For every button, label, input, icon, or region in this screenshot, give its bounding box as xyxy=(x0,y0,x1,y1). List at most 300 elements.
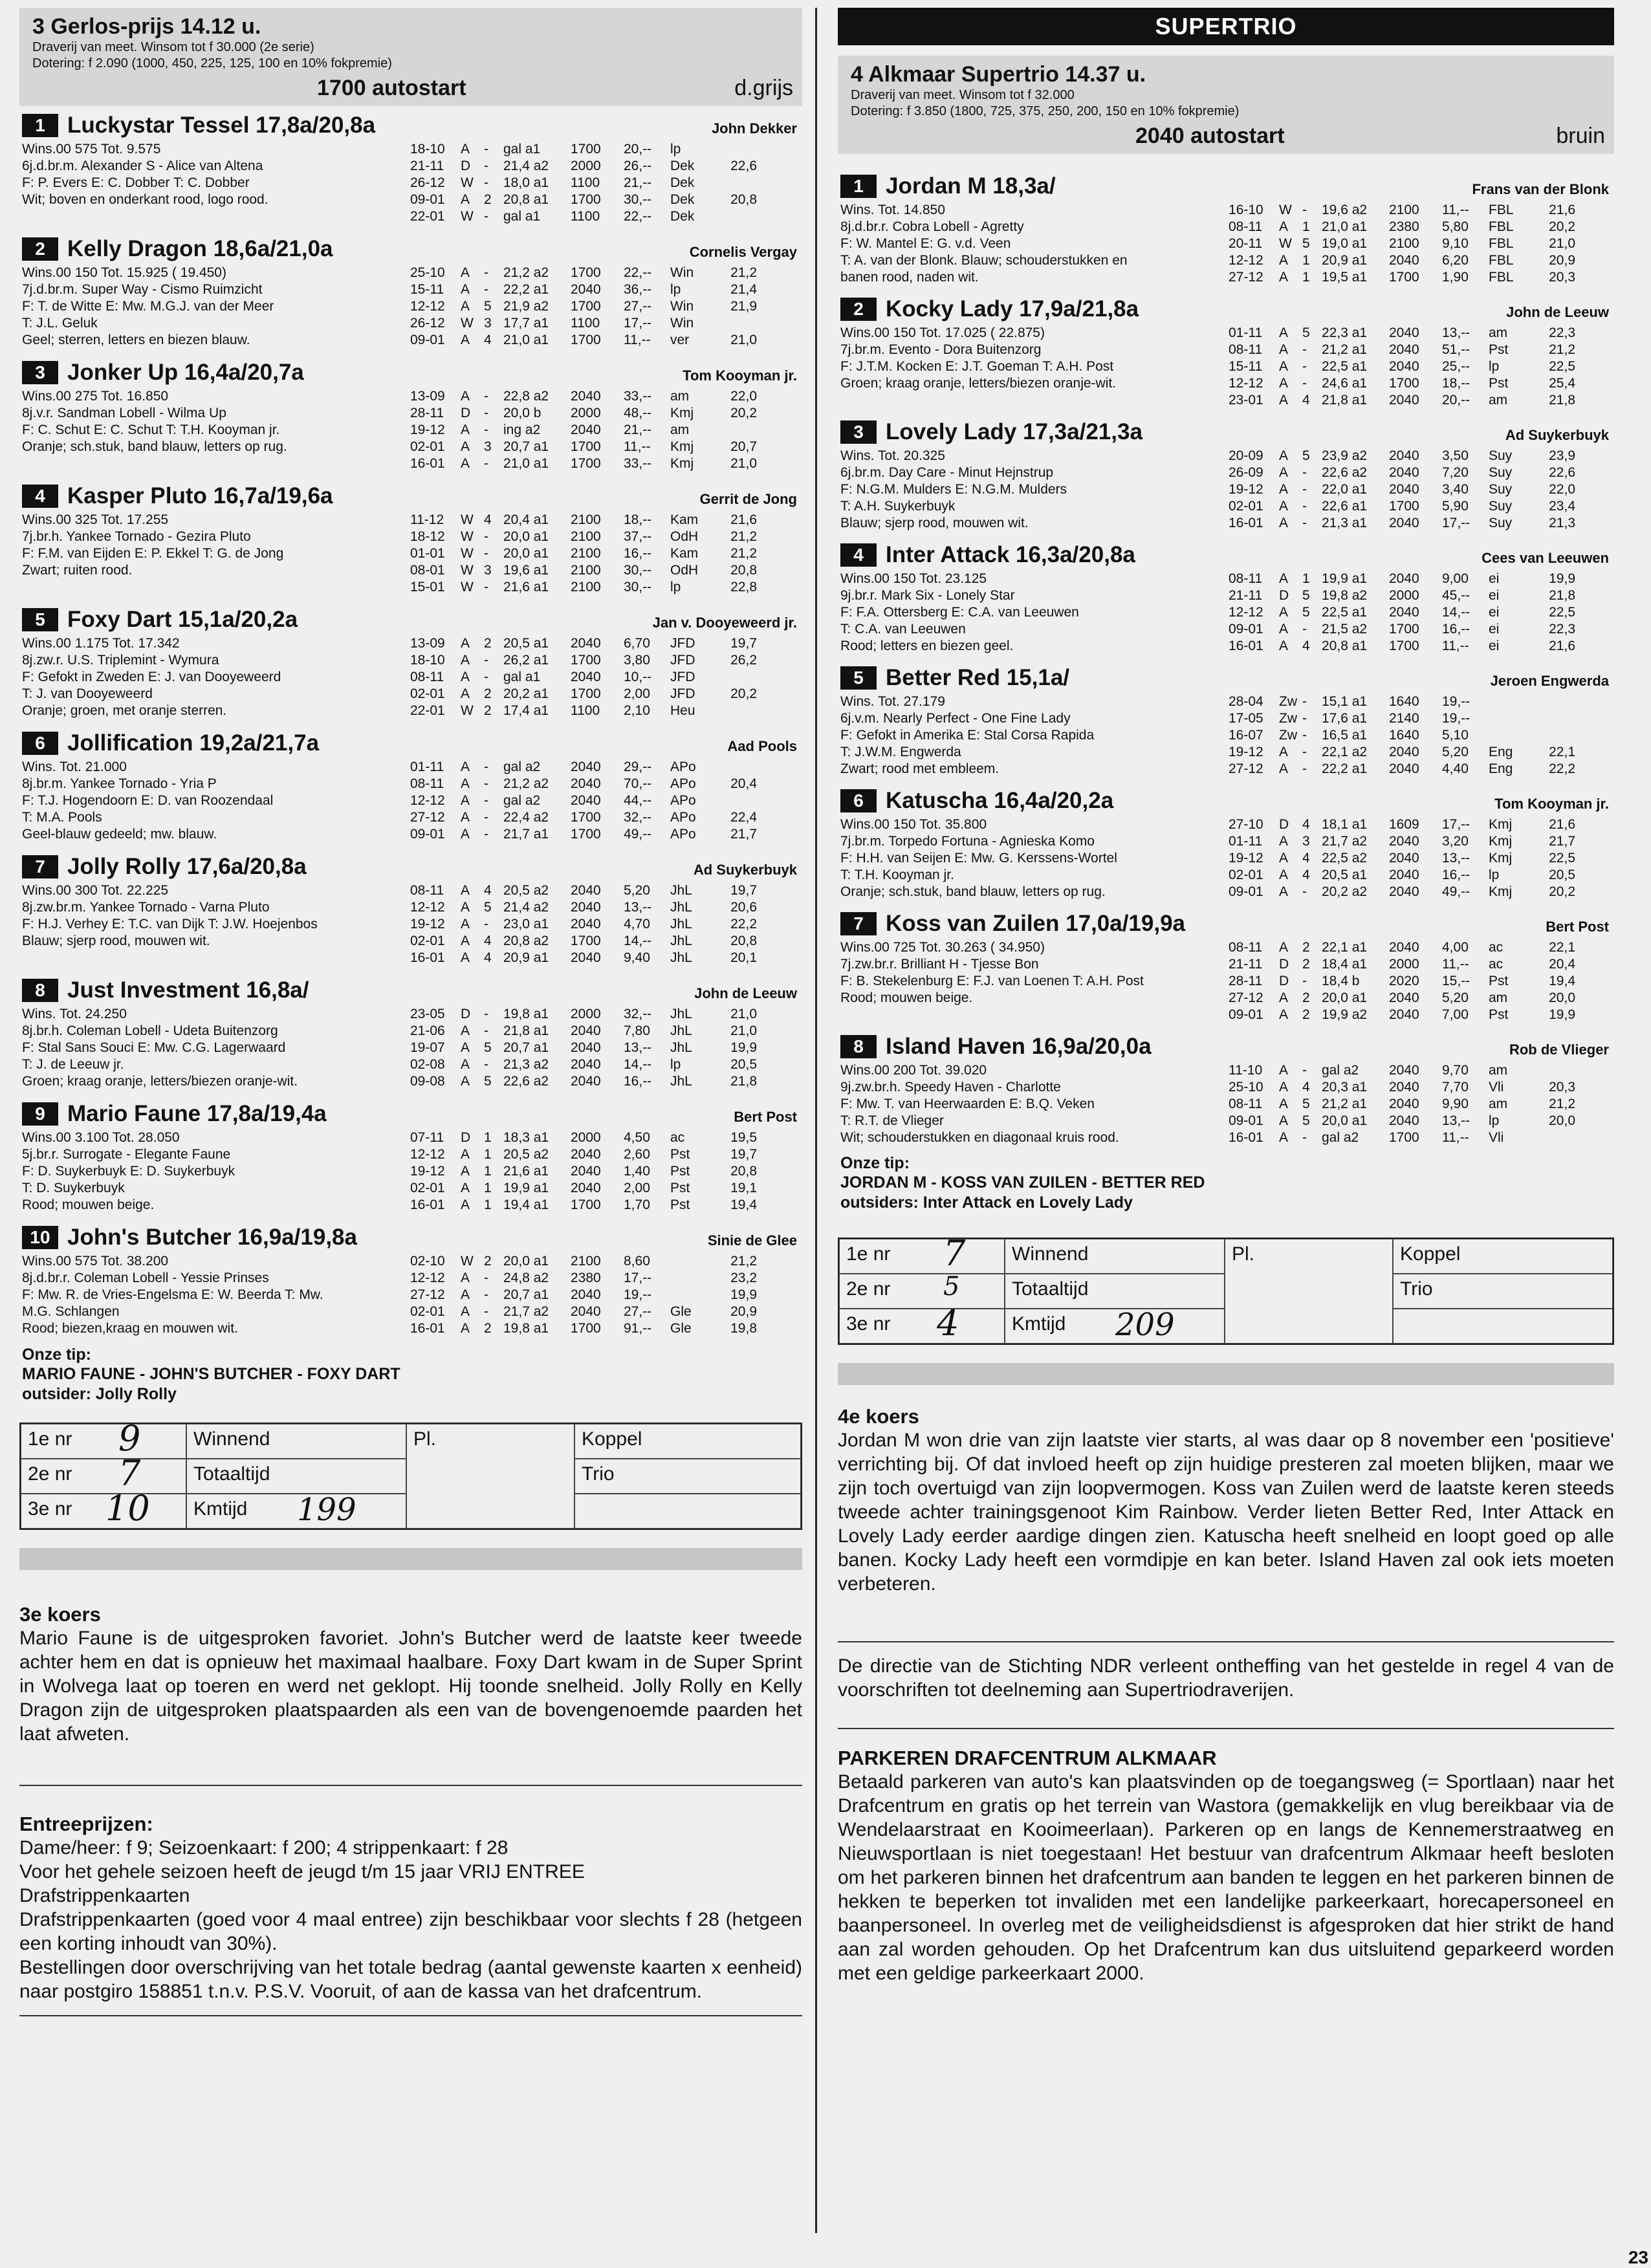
performance-cell: JhL xyxy=(670,950,692,965)
detail-line: 8j.zw.br.m. Yankee Tornado - Varna Pluto xyxy=(22,900,270,915)
performance-cell: - xyxy=(484,529,488,544)
handwritten-second: 5 xyxy=(943,1272,960,1302)
result-pl: Pl. xyxy=(1225,1239,1393,1344)
start-number: 3 xyxy=(22,361,58,384)
performance-cell: 21,8 xyxy=(1549,588,1575,603)
performance-cell: JhL xyxy=(670,917,692,932)
performance-cell: A xyxy=(1279,482,1289,497)
performance-cell: 19,9 a1 xyxy=(503,1181,549,1195)
tip-outsider: outsider: Jolly Rolly xyxy=(22,1385,177,1403)
performance-cell: A xyxy=(1279,867,1289,882)
start-number: 2 xyxy=(22,237,58,261)
performance-cell: 22,5 a1 xyxy=(1322,605,1368,620)
divider-rule xyxy=(19,2015,802,2016)
result-first-label: 1e nr 7 xyxy=(839,1239,1005,1274)
performance-row xyxy=(1229,816,1575,833)
performance-cell: 3,20 xyxy=(1442,834,1469,849)
trainer-name: Cees van Leeuwen xyxy=(1482,550,1609,566)
performance-cell: Suy xyxy=(1489,516,1513,530)
detail-line: Wins. Tot. 27.179 xyxy=(840,694,945,709)
performance-row xyxy=(1229,571,1575,587)
performance-cell xyxy=(1489,693,1539,710)
performance-cell: 01-01 xyxy=(410,546,445,561)
race-conditions: Draverij van meet. Winsom tot f 30.000 (2e serie) xyxy=(32,40,314,54)
performance-cell: - xyxy=(484,265,488,280)
performance-cell: A xyxy=(461,1057,470,1072)
detail-line: Groen; kraag oranje, letters/biezen oranje-wit. xyxy=(22,1074,298,1089)
trainer-name: John de Leeuw xyxy=(1506,304,1609,320)
performance-cell: APo xyxy=(670,776,696,791)
performance-row xyxy=(1229,235,1575,252)
race-conditions: Draverij van meet. Winsom tot f 32.000 xyxy=(851,88,1075,102)
performance-cell: A xyxy=(1279,1007,1289,1022)
detail-line: 8j.zw.r. U.S. Triplemint - Wymura xyxy=(22,653,219,668)
performance-cell: - xyxy=(484,422,488,437)
performance-cell: 19,-- xyxy=(1442,694,1471,709)
detail-line: Groen; kraag oranje, letters/biezen oranje-wit. xyxy=(840,376,1117,391)
detail-line: T: A.H. Suykerbuyk xyxy=(840,499,956,514)
performance-cell: - xyxy=(1302,376,1307,391)
performance-cell: Dek xyxy=(670,209,695,224)
performance-cell: Suy xyxy=(1489,465,1513,480)
performance-cell: Kmj xyxy=(1489,817,1513,832)
performance-cell: 21-06 xyxy=(410,1023,445,1038)
performance-cell: JFD xyxy=(670,686,695,701)
performance-cell: 25,-- xyxy=(1442,359,1471,374)
performance-cell: 18,3 a1 xyxy=(503,1130,549,1145)
detail-line: T: J. de Leeuw jr. xyxy=(22,1057,124,1072)
performance-cell: 21,0 xyxy=(730,1023,757,1038)
performance-cell: 19,7 xyxy=(730,1147,757,1162)
performance-cell: 22,5 a1 xyxy=(1322,359,1368,374)
performance-row xyxy=(1229,252,1575,269)
performance-cell: 2040 xyxy=(571,900,601,915)
performance-cell: 19,6 a1 xyxy=(503,563,549,578)
performance-cell: W xyxy=(461,703,474,718)
detail-line: F: T.J. Hogendoorn E: D. van Roozendaal xyxy=(22,793,274,808)
performance-cell: 12-12 xyxy=(410,900,445,915)
performance-cell: am xyxy=(670,422,690,437)
horse-details xyxy=(840,571,1229,655)
performance-cell: Kam xyxy=(670,512,699,527)
performance-row xyxy=(410,776,757,792)
performance-cell: 16,-- xyxy=(624,546,652,561)
performance-cell: 21,9 a2 xyxy=(503,299,549,314)
trainer-name: Jan v. Dooyeweerd jr. xyxy=(652,615,797,631)
performance-cell: 26,-- xyxy=(624,158,652,173)
performance-cell: 21,0 xyxy=(730,456,757,471)
performance-cell: Dek xyxy=(670,175,695,190)
performance-cell: 20,8 a2 xyxy=(503,933,549,948)
performance-cell: W xyxy=(461,580,474,594)
performance-cell: - xyxy=(1302,745,1307,759)
performance-cell: 20,4 xyxy=(1549,957,1575,972)
performance-cell: JhL xyxy=(670,900,692,915)
performance-table xyxy=(1229,202,1575,286)
performance-row xyxy=(410,405,757,422)
performance-cell: 2,00 xyxy=(624,686,650,701)
performance-cell: D xyxy=(461,406,471,420)
performance-cell: D xyxy=(1279,588,1289,603)
performance-cell: Zw xyxy=(1279,728,1297,743)
horse-name xyxy=(840,665,1069,691)
performance-cell: 2040 xyxy=(571,636,601,651)
trainer-name: Bert Post xyxy=(1546,919,1609,935)
start-number: 5 xyxy=(22,608,58,631)
horse-name xyxy=(840,1034,1152,1060)
column-divider xyxy=(815,8,817,2233)
performance-cell: Kmj xyxy=(670,439,694,454)
performance-row xyxy=(410,933,757,950)
performance-cell: 21-11 xyxy=(410,158,444,173)
performance-cell: 16-01 xyxy=(1229,516,1263,530)
detail-line: T: T.H. Kooyman jr. xyxy=(840,867,954,882)
performance-row xyxy=(410,158,757,175)
detail-line: 8j.v.r. Sandman Lobell - Wilma Up xyxy=(22,406,226,420)
performance-cell: 5,20 xyxy=(624,883,650,898)
trainer-name: Frans van der Blonk xyxy=(1472,181,1609,197)
horse-entry xyxy=(838,781,1614,904)
performance-row xyxy=(1229,867,1575,884)
performance-cell xyxy=(721,669,757,686)
performance-cell: - xyxy=(484,1007,488,1021)
performance-cell: A xyxy=(461,933,470,948)
performance-row xyxy=(410,882,757,899)
performance-cell: A xyxy=(461,1040,470,1055)
performance-cell: 22,0 a1 xyxy=(1322,482,1368,497)
performance-cell: 1609 xyxy=(1389,817,1419,832)
performance-cell: 21,7 xyxy=(730,827,757,842)
performance-cell: 2040 xyxy=(571,1164,601,1179)
performance-row xyxy=(410,826,757,843)
performance-cell: APo xyxy=(670,827,696,842)
performance-cell: 21,3 xyxy=(1549,516,1575,530)
performance-cell: 1700 xyxy=(1389,622,1419,637)
performance-cell: 4 xyxy=(1302,1080,1310,1095)
performance-cell: A xyxy=(1279,990,1289,1005)
performance-cell: 16-01 xyxy=(410,950,445,965)
performance-cell: 21,2 a1 xyxy=(1322,342,1368,357)
performance-row xyxy=(1229,990,1575,1007)
performance-cell: 3 xyxy=(484,439,492,454)
performance-cell: 20,7 xyxy=(730,439,757,454)
result-grid xyxy=(19,1418,802,1530)
performance-cell: 21,-- xyxy=(624,422,652,437)
performance-cell: A xyxy=(1279,1063,1289,1078)
performance-cell: Eng xyxy=(1489,745,1513,759)
performance-cell: 2380 xyxy=(571,1270,601,1285)
divider-rule xyxy=(838,1641,1614,1642)
performance-cell: 21,2 xyxy=(730,546,757,561)
performance-cell: 30,-- xyxy=(624,192,652,207)
performance-cell: - xyxy=(484,406,488,420)
horse-name-text: John's Butcher 16,9a/19,8a xyxy=(67,1225,357,1250)
performance-cell: 91,-- xyxy=(624,1321,652,1336)
detail-line: Wins.00 575 Tot. 38.200 xyxy=(22,1254,169,1269)
performance-cell: - xyxy=(484,793,488,808)
performance-cell: 16-01 xyxy=(410,456,445,471)
detail-line: Oranje; groen, met oranje sterren. xyxy=(22,703,227,718)
horse-entry xyxy=(19,1218,802,1342)
race-prize-money: Dotering: f 2.090 (1000, 450, 225, 125, 100 en 10% fokpremie) xyxy=(32,56,392,71)
performance-cell: 22,5 xyxy=(1549,851,1575,866)
performance-cell: 2 xyxy=(1302,1007,1310,1022)
performance-cell: A xyxy=(461,776,470,791)
performance-cell: - xyxy=(1302,694,1307,709)
performance-row xyxy=(410,703,757,719)
performance-row xyxy=(1229,710,1575,727)
performance-cell: A xyxy=(1279,745,1289,759)
performance-cell: 2040 xyxy=(571,883,601,898)
performance-row xyxy=(410,1006,757,1023)
result-totaaltijd: Totaaltijd xyxy=(186,1459,406,1494)
parking-notice xyxy=(838,1746,1614,1985)
performance-cell: 23,2 xyxy=(730,1270,757,1285)
performance-table xyxy=(410,1129,757,1214)
horse-details xyxy=(840,816,1229,900)
performance-cell: gal a2 xyxy=(1322,1063,1359,1078)
performance-row xyxy=(410,208,757,225)
start-number: 7 xyxy=(22,855,58,878)
performance-cell: W xyxy=(461,529,474,544)
performance-row xyxy=(1229,269,1575,286)
performance-cell: 02-01 xyxy=(1229,499,1263,514)
performance-cell: 12-12 xyxy=(1229,605,1263,620)
performance-cell: 12-12 xyxy=(410,1270,445,1285)
performance-cell: A xyxy=(461,1164,470,1179)
performance-cell: 13,-- xyxy=(624,900,652,915)
performance-cell: 7,00 xyxy=(1442,1007,1469,1022)
performance-cell: 2 xyxy=(484,636,492,651)
performance-cell: 21,8 a1 xyxy=(1322,393,1368,408)
performance-table xyxy=(410,1006,757,1090)
performance-cell: 2040 xyxy=(571,950,601,965)
performance-cell: 22,0 xyxy=(1549,482,1575,497)
performance-row xyxy=(1229,850,1575,867)
race-header xyxy=(838,56,1614,154)
performance-cell: 21,4 a2 xyxy=(503,900,549,915)
performance-cell: 5,80 xyxy=(1442,219,1469,234)
performance-cell: 19,4 xyxy=(1549,974,1575,988)
performance-cell: 2040 xyxy=(571,1304,601,1319)
performance-cell: 5 xyxy=(1302,1096,1310,1111)
performance-cell: 2040 xyxy=(1389,884,1419,899)
horse-details xyxy=(22,388,410,455)
performance-cell: 15,-- xyxy=(1442,974,1471,988)
performance-cell: lp xyxy=(670,282,681,297)
performance-cell xyxy=(1539,693,1575,710)
performance-cell: 51,-- xyxy=(1442,342,1471,357)
horse-name xyxy=(840,911,1185,937)
performance-cell: 17,-- xyxy=(1442,516,1471,530)
race-title: 3 Gerlos-prijs 14.12 u. xyxy=(32,14,261,39)
performance-cell xyxy=(1539,727,1575,744)
performance-cell: 2040 xyxy=(1389,1007,1419,1022)
performance-cell: A xyxy=(461,1287,470,1302)
performance-cell: JhL xyxy=(670,933,692,948)
detail-line: F: D. Suykerbuyk E: D. Suykerbuyk xyxy=(22,1164,235,1179)
performance-cell: 11-12 xyxy=(410,512,444,527)
performance-cell: A xyxy=(1279,761,1289,776)
performance-cell: 21,3 a1 xyxy=(1322,516,1368,530)
performance-cell: 20,0 a1 xyxy=(1322,990,1368,1005)
performance-cell: Dek xyxy=(670,158,695,173)
performance-cell: 22-01 xyxy=(410,209,445,224)
performance-cell: OdH xyxy=(670,563,699,578)
performance-cell: ac xyxy=(670,1130,685,1145)
horse-name xyxy=(22,1225,357,1250)
performance-cell: APo xyxy=(670,759,696,774)
performance-table xyxy=(410,882,757,966)
horse-name-text: Kelly Dragon 18,6a/21,0a xyxy=(67,236,333,261)
performance-cell: 37,-- xyxy=(624,529,652,544)
start-number: 4 xyxy=(840,543,877,567)
performance-cell: Pst xyxy=(1489,342,1509,357)
performance-cell: JhL xyxy=(670,1007,692,1021)
performance-row xyxy=(410,529,757,545)
detail-line: F: H.H. van Seijen E: Mw. G. Kerssens-Wortel xyxy=(840,851,1117,866)
performance-cell: 4,00 xyxy=(1442,940,1469,955)
horse-name xyxy=(22,730,319,756)
performance-cell: A xyxy=(461,439,470,454)
performance-cell: 08-11 xyxy=(1229,342,1263,357)
performance-cell: - xyxy=(484,1270,488,1285)
performance-cell: am xyxy=(1489,1096,1508,1111)
performance-table xyxy=(1229,939,1575,1023)
performance-cell: 22,-- xyxy=(624,209,652,224)
performance-cell: 22,1 xyxy=(1549,745,1575,759)
horse-entry xyxy=(838,413,1614,536)
horse-name xyxy=(22,607,298,633)
performance-cell: A xyxy=(461,282,470,297)
performance-cell: Pst xyxy=(670,1164,690,1179)
performance-cell: 4 xyxy=(1302,851,1310,866)
tip-selection: JORDAN M - KOSS VAN ZUILEN - BETTER RED xyxy=(840,1173,1205,1192)
performance-cell: 21,8 xyxy=(730,1074,757,1089)
detail-line: Wins.00 150 Tot. 17.025 ( 22.875) xyxy=(840,325,1045,340)
performance-cell: - xyxy=(1302,482,1307,497)
entry-prices xyxy=(19,1812,802,2003)
performance-cell: 17,-- xyxy=(624,1270,652,1285)
performance-cell: APo xyxy=(670,793,696,808)
performance-cell: 20,8 xyxy=(730,563,757,578)
detail-line: Wins.00 150 Tot. 23.125 xyxy=(840,571,987,586)
performance-cell: 49,-- xyxy=(1442,884,1471,899)
performance-cell: A xyxy=(1279,571,1289,586)
detail-line: F: F.M. van Eijden E: P. Ekkel T: G. de Jong xyxy=(22,546,284,561)
performance-cell: 9,10 xyxy=(1442,236,1469,251)
performance-cell: 48,-- xyxy=(624,406,652,420)
entry-prices-line: Bestellingen door overschrijving van het totale bedrag (aantal gewenste kaarten x eenheid) naar postgiro 158851 t.n.v. P.S.V. Vooruit, of aan de kassa van het drafcentrum. xyxy=(19,1957,802,2002)
performance-cell: 21-11 xyxy=(1229,588,1263,603)
performance-cell: A xyxy=(1279,1113,1289,1128)
performance-cell: - xyxy=(1302,1063,1307,1078)
performance-row xyxy=(410,1146,757,1163)
performance-row xyxy=(410,950,757,966)
performance-cell: 12-12 xyxy=(1229,253,1263,268)
performance-table xyxy=(410,388,757,472)
performance-row xyxy=(1229,587,1575,604)
performance-cell: 36,-- xyxy=(624,282,652,297)
handwritten-first: 7 xyxy=(943,1233,966,1274)
performance-row xyxy=(410,1040,757,1056)
performance-cell: 2040 xyxy=(1389,1080,1419,1095)
performance-cell: 17,-- xyxy=(1442,817,1471,832)
performance-cell: 09-01 xyxy=(410,192,445,207)
start-number: 1 xyxy=(840,175,877,198)
performance-cell: Eng xyxy=(1489,761,1513,776)
horse-name xyxy=(22,360,304,386)
performance-cell: 1100 xyxy=(571,175,600,190)
performance-cell: 23,9 a2 xyxy=(1322,448,1368,463)
performance-cell: 2100 xyxy=(571,563,601,578)
performance-cell: 21,6 xyxy=(730,512,757,527)
performance-cell: 1700 xyxy=(571,265,601,280)
performance-cell: 2040 xyxy=(1389,605,1419,620)
performance-cell: 22,1 a2 xyxy=(1322,745,1368,759)
performance-cell: 02-08 xyxy=(410,1057,445,1072)
performance-row xyxy=(410,1287,757,1303)
performance-cell: 6,20 xyxy=(1442,253,1469,268)
performance-cell: 08-11 xyxy=(1229,219,1263,234)
result-koppel: Koppel xyxy=(574,1424,801,1459)
performance-cell xyxy=(1489,727,1539,744)
performance-cell: W xyxy=(461,563,474,578)
detail-line: Rood; biezen,kraag en mouwen wit. xyxy=(22,1321,238,1336)
performance-cell: lp xyxy=(1489,867,1500,882)
performance-cell: 5 xyxy=(1302,1113,1310,1128)
performance-cell: 21,8 xyxy=(1549,393,1575,408)
horse-entry xyxy=(19,971,802,1095)
performance-cell: JFD xyxy=(670,653,695,668)
performance-cell: 20,0 b xyxy=(503,406,541,420)
performance-cell: 21,6 a1 xyxy=(503,1164,549,1179)
detail-line: F: C. Schut E: C. Schut T: T.H. Kooyman jr. xyxy=(22,422,280,437)
performance-cell: 44,-- xyxy=(624,793,652,808)
detail-line: 7j.br.h. Yankee Tornado - Gezira Pluto xyxy=(22,529,251,544)
start-number: 10 xyxy=(22,1226,58,1249)
performance-cell: - xyxy=(1302,622,1307,637)
detail-line: Wins.00 200 Tot. 39.020 xyxy=(840,1063,987,1078)
horse-name xyxy=(840,296,1139,322)
detail-line: T: J.W.M. Engwerda xyxy=(840,745,961,759)
performance-cell: 1700 xyxy=(571,439,601,454)
performance-cell: 20,-- xyxy=(1442,393,1471,408)
detail-line: F: B. Stekelenburg E: F.J. van Loenen T: A.H. Post xyxy=(840,974,1144,988)
performance-cell: Kmj xyxy=(1489,834,1513,849)
performance-cell: - xyxy=(484,580,488,594)
horse-entry xyxy=(838,659,1614,781)
performance-cell: 13,-- xyxy=(624,1040,652,1055)
performance-cell: 20,2 a2 xyxy=(1322,884,1368,899)
performance-cell: 16,-- xyxy=(1442,867,1471,882)
detail-line: Rood; mouwen beige. xyxy=(840,990,973,1005)
result-kmtijd: Kmtijd 199 xyxy=(186,1494,406,1529)
performance-cell: 21,3 a2 xyxy=(503,1057,549,1072)
performance-cell: 20,5 a1 xyxy=(1322,867,1368,882)
trainer-name: Aad Pools xyxy=(727,738,797,754)
performance-cell: 12-12 xyxy=(1229,376,1263,391)
performance-cell: - xyxy=(1302,202,1307,217)
result-kmtijd: Kmtijd 209 xyxy=(1005,1309,1225,1344)
performance-cell: JhL xyxy=(670,1074,692,1089)
performance-cell: 19,9 xyxy=(730,1287,757,1302)
performance-row xyxy=(410,669,757,686)
performance-cell: A xyxy=(461,686,470,701)
horse-name-text: Jordan M 18,3a/ xyxy=(886,173,1056,199)
performance-cell: 17,7 a1 xyxy=(503,316,549,331)
performance-cell: 19,9 xyxy=(730,1040,757,1055)
